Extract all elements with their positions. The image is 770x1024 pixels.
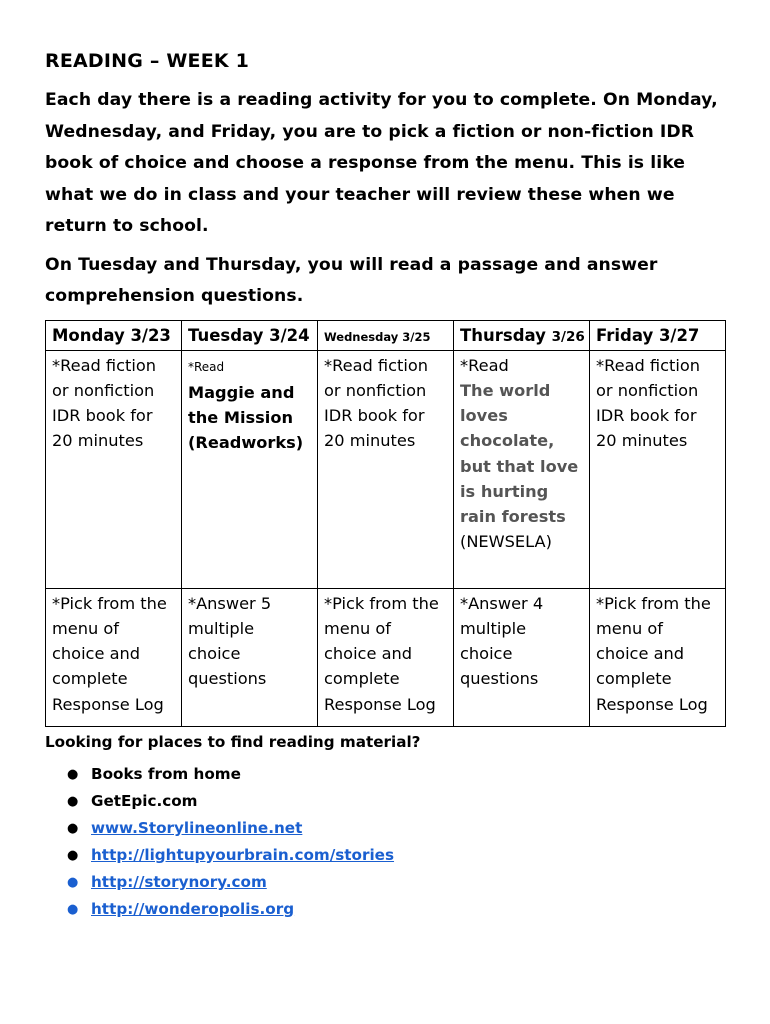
reading-cell-thursday (454, 350, 590, 588)
table-row-response (46, 588, 726, 726)
wonderopolis-link[interactable]: http://wonderopolis.org (91, 899, 295, 918)
bullet-icon: ● (67, 847, 79, 863)
day-header-monday: Monday 3/23 (46, 320, 182, 350)
reading-source-thursday: (NEWSELA) (460, 532, 552, 552)
intro-paragraph-2: On Tuesday and Thursday, you will read a passage and answer comprehension questions. (45, 254, 658, 306)
resource-label: Books from home (91, 764, 241, 783)
bullet-icon: ● (67, 901, 79, 917)
storylineonline-link[interactable]: www.Storylineonline.net (91, 818, 303, 837)
intro-paragraph-1: Each day there is a reading activity for you to complete. On Monday, Wednesday, and Friday, you are to pick a fiction or non-fiction IDR book of choice and choose a response from the menu. This is like what we do in class and your teacher will review these when we return to school. (45, 90, 718, 236)
bullet-icon: ● (67, 793, 79, 809)
table-row-reading (46, 350, 726, 588)
reading-cell-tuesday (182, 350, 318, 588)
resources-list (45, 761, 735, 923)
response-cell-wednesday: *Pick from the menu of choice and complete Response Log (318, 588, 454, 726)
lightupyourbrain-link[interactable]: http://lightupyourbrain.com/stories (91, 845, 395, 864)
day-header-thursday-label: Thursday (460, 325, 546, 345)
bullet-icon: ● (67, 766, 79, 782)
weekly-schedule-table (45, 320, 726, 727)
reading-cell-wednesday: *Read fiction or nonfiction IDR book for 20 minutes (318, 350, 454, 588)
day-header-tuesday: Tuesday 3/24 (182, 320, 318, 350)
resources-heading: Looking for places to find reading material? (45, 732, 421, 751)
reading-prefix-thursday: *Read (460, 355, 509, 375)
table-header-row (46, 320, 726, 350)
intro-section (45, 85, 735, 313)
reading-cell-friday: *Read fiction or nonfiction IDR book for 20 minutes (590, 350, 726, 588)
day-header-thursday-date: 3/26 (551, 328, 585, 345)
list-item (67, 815, 735, 842)
day-header-wednesday-label: Wednesday 3/25 (324, 329, 431, 344)
list-item (67, 842, 735, 869)
document-page (45, 50, 735, 923)
day-header-thursday (454, 320, 590, 350)
list-item (67, 761, 735, 788)
reading-title-thursday: The world loves chocolate, but that love is hurting rain forests (460, 380, 579, 526)
response-cell-friday: *Pick from the menu of choice and complete Response Log (590, 588, 726, 726)
page-title: READING – WEEK 1 (45, 50, 250, 72)
reading-title-tuesday: Maggie and the Mission (Readworks) (188, 382, 304, 453)
response-cell-thursday: *Answer 4 multiple choice questions (454, 588, 590, 726)
list-item (67, 896, 735, 923)
bullet-icon: ● (67, 874, 79, 890)
day-header-wednesday (318, 320, 454, 350)
response-cell-tuesday: *Answer 5 multiple choice questions (182, 588, 318, 726)
day-header-friday: Friday 3/27 (590, 320, 726, 350)
list-item (67, 788, 735, 815)
resource-label: GetEpic.com (91, 791, 198, 810)
bullet-icon: ● (67, 820, 79, 836)
list-item (67, 869, 735, 896)
reading-prefix-tuesday: *Read (188, 359, 225, 374)
storynory-link[interactable]: http://storynory.com (91, 872, 267, 891)
response-cell-monday: *Pick from the menu of choice and complete Response Log (46, 588, 182, 726)
reading-cell-monday: *Read fiction or nonfiction IDR book for 20 minutes (46, 350, 182, 588)
